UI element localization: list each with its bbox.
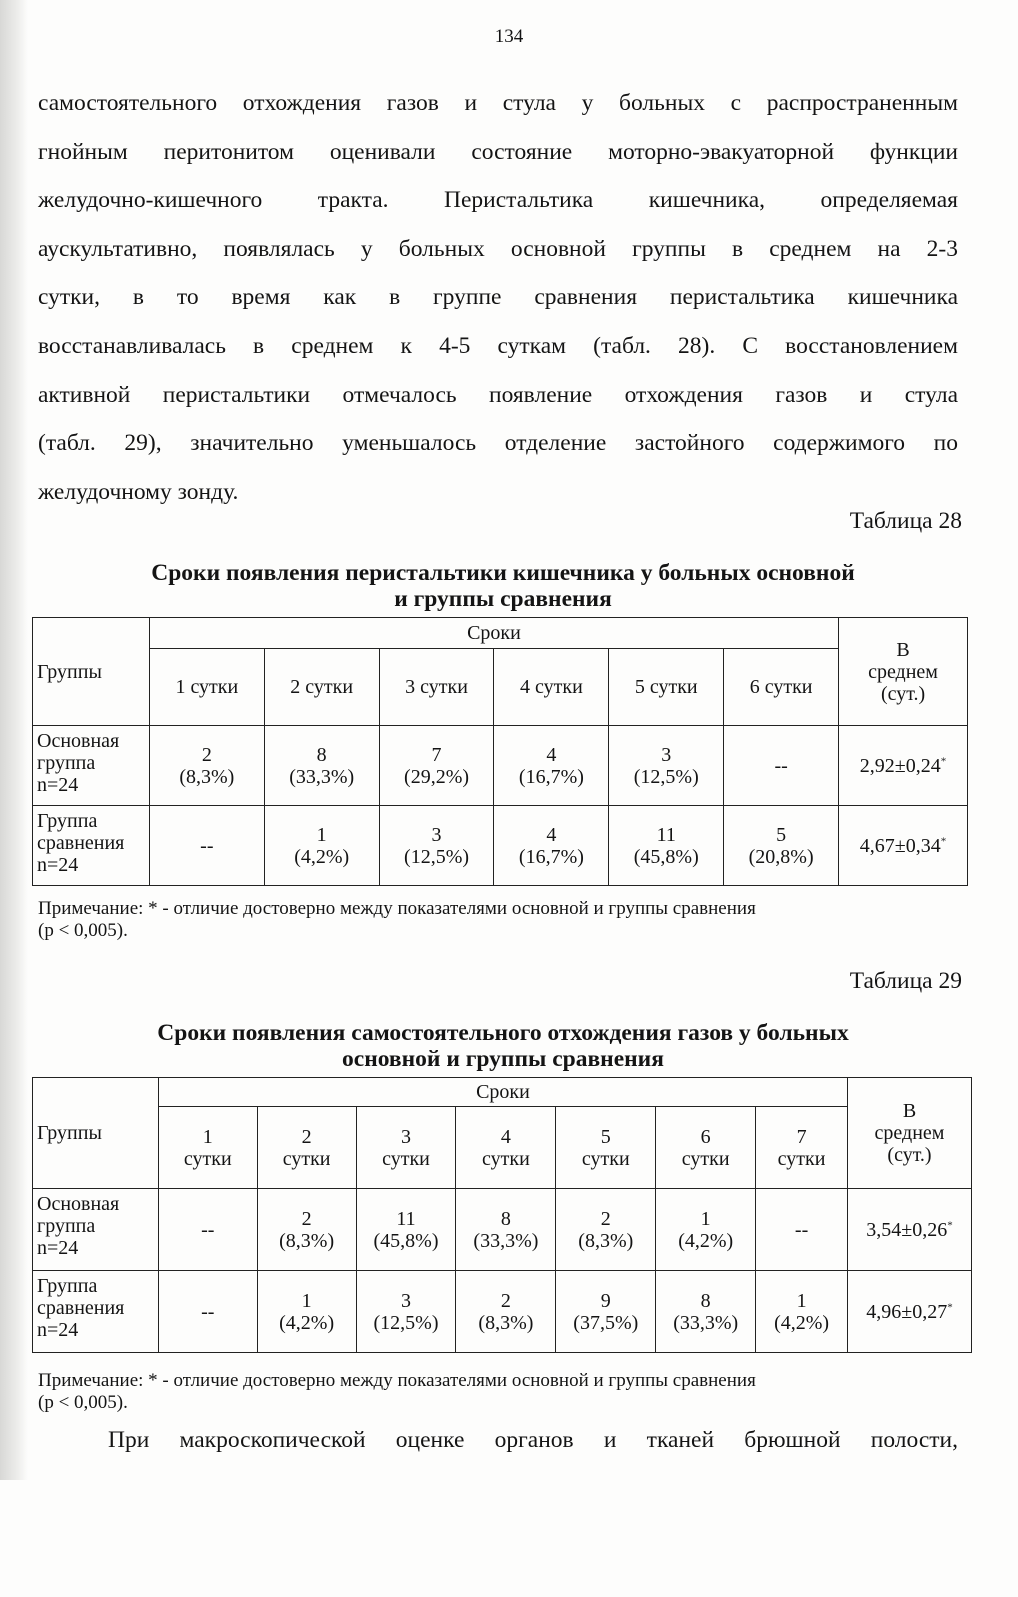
cell-percent: (20,8%) xyxy=(748,845,814,868)
cell-count: 9 xyxy=(600,1289,611,1312)
group-line: n=24 xyxy=(37,1319,79,1341)
groups-header: Группы xyxy=(33,618,150,726)
cell xyxy=(264,726,379,806)
average-value: 4,96±0,27 xyxy=(866,1300,948,1323)
page-edge-shadow xyxy=(0,0,28,1480)
average-cell xyxy=(839,726,968,806)
group-line: Основная xyxy=(37,1193,120,1215)
column-header xyxy=(158,1107,257,1189)
cell xyxy=(756,1271,848,1353)
average-cell xyxy=(848,1189,972,1271)
header-line: В xyxy=(896,638,910,661)
text-line: желудочно-кишечного тракта. Перистальтика кишечника, определяемая xyxy=(38,187,958,214)
table-29-title xyxy=(38,1020,968,1072)
column-header-line: 2 xyxy=(301,1125,312,1148)
average-value: 4,67±0,34 xyxy=(859,834,941,857)
cell-count: 7 xyxy=(431,743,442,766)
group-line: n=24 xyxy=(37,854,79,876)
cell-percent: (12,5%) xyxy=(404,845,470,868)
column-header-line: 5 xyxy=(600,1125,611,1148)
cell-count: -- xyxy=(774,754,788,777)
cell-percent: (33,3%) xyxy=(673,1311,739,1334)
table-29-label: Таблица 29 xyxy=(849,968,962,994)
cell-percent: (4,2%) xyxy=(774,1311,830,1334)
cell-percent: (8,3%) xyxy=(578,1229,634,1252)
group-label xyxy=(33,1189,159,1271)
average-value: 2,92±0,24 xyxy=(859,754,941,777)
group-line: группа xyxy=(37,752,96,774)
cell-percent: (12,5%) xyxy=(373,1311,439,1334)
header-line: (сут.) xyxy=(880,682,926,705)
group-line: Группа xyxy=(37,810,98,832)
cell-count: 3 xyxy=(661,743,672,766)
column-header-line: 4 xyxy=(500,1125,511,1148)
cell xyxy=(158,1189,257,1271)
text-line: аускультативно, появлялась у больных основной группы в среднем на 2-3 xyxy=(38,235,958,262)
header-line: В xyxy=(902,1100,917,1122)
cell-count: 4 xyxy=(546,743,557,766)
note-line: Примечание: * - отличие достоверно между показателями основной и группы сравнения xyxy=(38,1370,756,1391)
column-header: 2 сутки xyxy=(264,649,379,726)
note-line: (p < 0,005). xyxy=(38,1392,128,1413)
table-28-label: Таблица 28 xyxy=(849,508,962,534)
column-header-line: 3 xyxy=(401,1125,411,1148)
cell xyxy=(356,1271,456,1353)
intro-paragraph xyxy=(38,79,958,511)
average-cell xyxy=(839,806,968,886)
cell-count: 3 xyxy=(401,1289,411,1312)
cell-count: -- xyxy=(201,1218,215,1241)
header-line: среднем xyxy=(874,1122,945,1144)
cell xyxy=(264,806,379,886)
column-header-line: сутки xyxy=(282,1147,331,1170)
cell xyxy=(456,1189,556,1271)
cell xyxy=(609,806,724,886)
cell xyxy=(356,1189,456,1271)
group-line: n=24 xyxy=(37,774,79,796)
cell-count: 2 xyxy=(201,743,212,766)
column-header xyxy=(257,1107,356,1189)
table-row xyxy=(33,1189,972,1271)
cell xyxy=(656,1189,756,1271)
table-28-title xyxy=(38,560,968,612)
table-29-note xyxy=(38,1370,958,1414)
group-label xyxy=(33,1271,159,1353)
cell-count: 1 xyxy=(316,823,327,846)
text-line: гнойным перитонитом оценивали состояние моторно-эвакуаторной функции xyxy=(38,138,958,165)
column-header: 3 сутки xyxy=(379,649,494,726)
groups-header: Группы xyxy=(33,1078,159,1189)
group-label xyxy=(33,806,150,886)
average-value: 3,54±0,26 xyxy=(866,1218,948,1241)
column-header-line: сутки xyxy=(681,1147,730,1170)
cell-count: 2 xyxy=(301,1207,312,1230)
periods-header: Сроки xyxy=(158,1078,847,1107)
cell-percent: (37,5%) xyxy=(573,1311,639,1334)
column-header xyxy=(356,1107,456,1189)
header-line: (сут.) xyxy=(887,1144,932,1166)
cell-percent: (4,2%) xyxy=(294,845,350,868)
final-paragraph: При макроскопической оценке органов и тканей брюшной полости, xyxy=(108,1427,958,1453)
group-line: n=24 xyxy=(37,1237,79,1259)
cell xyxy=(556,1271,656,1353)
cell-percent: (45,8%) xyxy=(373,1229,439,1252)
cell xyxy=(656,1271,756,1353)
table-title-line: основной и группы сравнения xyxy=(342,1046,664,1072)
cell-percent: (12,5%) xyxy=(633,765,699,788)
cell-percent: (45,8%) xyxy=(633,845,699,868)
cell-count: 8 xyxy=(500,1207,511,1230)
column-header-line: сутки xyxy=(482,1147,530,1170)
cell-count: 1 xyxy=(301,1289,312,1312)
periods-header: Сроки xyxy=(149,618,838,649)
table-title-line: и группы сравнения xyxy=(394,586,612,612)
significance-mark: * xyxy=(940,834,947,847)
text-line: желудочному зонду. xyxy=(38,478,239,505)
cell xyxy=(379,806,494,886)
cell xyxy=(149,726,264,806)
note-line: (p < 0,005). xyxy=(38,920,128,941)
column-header-line: 1 xyxy=(202,1125,213,1148)
cell xyxy=(724,726,839,806)
table-row xyxy=(33,806,968,886)
average-header xyxy=(848,1078,972,1189)
cell-percent: (8,3%) xyxy=(279,1229,335,1252)
cell-count: 8 xyxy=(700,1289,711,1312)
significance-mark: * xyxy=(947,1218,953,1231)
column-header-line: сутки xyxy=(777,1147,826,1170)
group-line: группа xyxy=(37,1215,96,1237)
table-28-note xyxy=(38,898,958,942)
cell-count: 4 xyxy=(546,823,557,846)
column-header xyxy=(656,1107,756,1189)
column-header-line: сутки xyxy=(581,1147,630,1170)
table-28 xyxy=(32,617,968,886)
table-row xyxy=(33,1271,972,1353)
cell-count: 8 xyxy=(316,743,327,766)
cell xyxy=(149,806,264,886)
note-line: Примечание: * - отличие достоверно между показателями основной и группы сравнения xyxy=(38,898,756,919)
column-header xyxy=(456,1107,556,1189)
significance-mark: * xyxy=(947,1300,953,1313)
column-header: 6 сутки xyxy=(724,649,839,726)
cell-count: 2 xyxy=(600,1207,611,1230)
cell xyxy=(494,726,609,806)
cell xyxy=(456,1271,556,1353)
cell-percent: (8,3%) xyxy=(179,765,235,788)
table-29 xyxy=(32,1077,972,1353)
cell-percent: (33,3%) xyxy=(289,765,355,788)
table-row xyxy=(33,726,968,806)
cell xyxy=(158,1271,257,1353)
cell-count: -- xyxy=(794,1218,809,1241)
cell-count: 11 xyxy=(656,823,676,846)
page-number: 134 xyxy=(494,26,524,47)
cell-percent: (33,3%) xyxy=(473,1229,539,1252)
cell-percent: (8,3%) xyxy=(478,1311,534,1334)
cell-count: 5 xyxy=(776,823,787,846)
cell-percent: (4,2%) xyxy=(279,1311,335,1334)
group-line: сравнения xyxy=(37,1297,125,1319)
cell-count: 1 xyxy=(700,1207,711,1230)
cell xyxy=(494,806,609,886)
column-header: 5 сутки xyxy=(609,649,724,726)
average-header xyxy=(839,618,968,726)
table-title-line: Сроки появления самостоятельного отхождения газов у больных xyxy=(157,1020,849,1046)
significance-mark: * xyxy=(940,754,947,767)
cell-percent: (16,7%) xyxy=(518,765,584,788)
group-line: Группа xyxy=(37,1275,98,1297)
text-line: самостоятельного отхождения газов и стула у больных с распространенным xyxy=(38,90,958,116)
column-header-line: 7 xyxy=(796,1125,807,1148)
cell-count: 1 xyxy=(796,1289,807,1312)
group-line: Основная xyxy=(37,730,120,752)
cell-count: 11 xyxy=(396,1207,416,1230)
cell xyxy=(379,726,494,806)
column-header xyxy=(756,1107,848,1189)
column-header-line: 6 xyxy=(700,1125,711,1148)
table-title-line: Сроки появления перистальтики кишечника у больных основной xyxy=(151,560,855,586)
text-line: активной перистальтики отмечалось появление отхождения газов и стула xyxy=(38,381,958,408)
cell-percent: (16,7%) xyxy=(518,845,584,868)
cell-count: 3 xyxy=(431,823,442,846)
cell xyxy=(257,1271,356,1353)
column-header: 1 сутки xyxy=(149,649,264,726)
text-line: сутки, в то время как в группе сравнения перистальтика кишечника xyxy=(38,284,958,311)
header-line: среднем xyxy=(868,660,938,683)
column-header xyxy=(556,1107,656,1189)
cell-percent: (4,2%) xyxy=(678,1229,734,1252)
cell xyxy=(724,806,839,886)
group-line: сравнения xyxy=(37,832,125,854)
text-line: восстанавливалась в среднем к 4-5 суткам (табл. 28). С восстановлением xyxy=(38,332,958,359)
cell-percent: (29,2%) xyxy=(404,765,470,788)
cell xyxy=(756,1189,848,1271)
group-label xyxy=(33,726,150,806)
cell-count: -- xyxy=(201,1300,215,1323)
cell-count: 2 xyxy=(500,1289,511,1312)
column-header-line: сутки xyxy=(382,1147,430,1170)
cell-count: -- xyxy=(200,834,214,857)
average-cell xyxy=(848,1271,972,1353)
cell xyxy=(257,1189,356,1271)
column-header: 4 сутки xyxy=(494,649,609,726)
cell xyxy=(556,1189,656,1271)
text-line: (табл. 29), значительно уменьшалось отделение застойного содержимого по xyxy=(38,430,958,457)
column-header-line: сутки xyxy=(183,1147,232,1170)
cell xyxy=(609,726,724,806)
